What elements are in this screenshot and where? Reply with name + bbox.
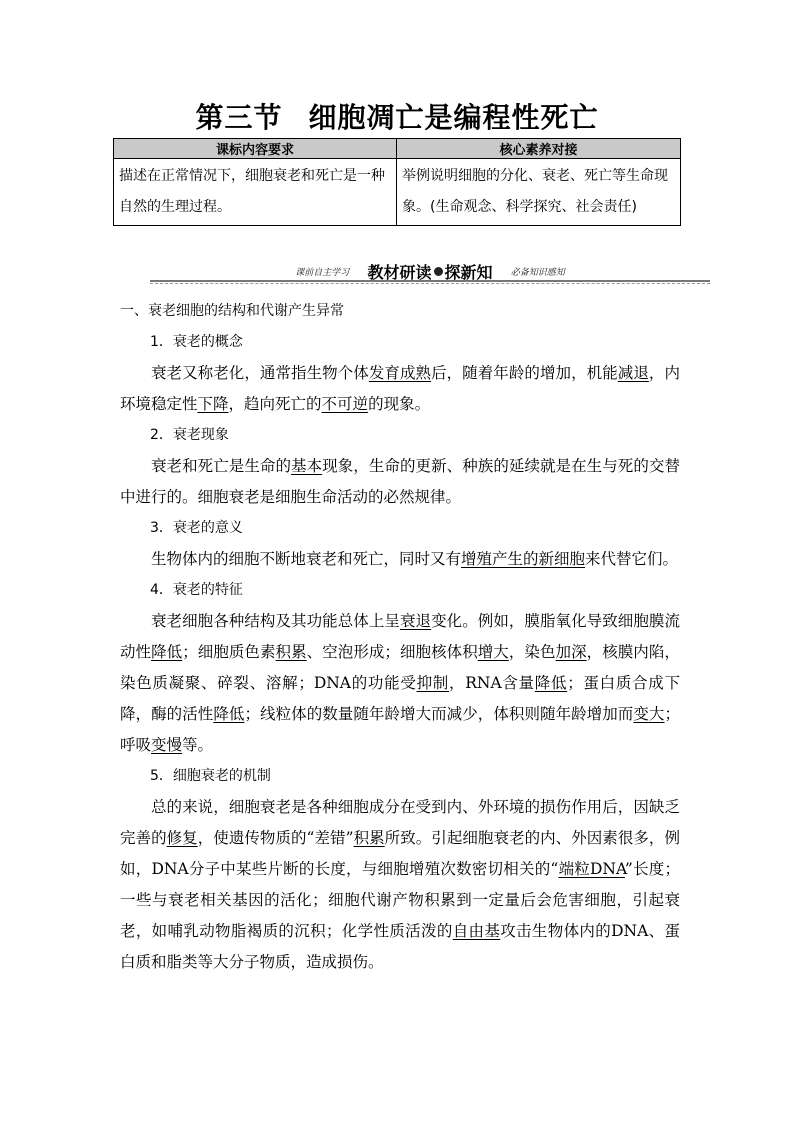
paragraph-aging-mechanism: 总的来说，细胞衰老是各种细胞成分在受到内、外环境的损伤作用后，因缺乏完善的修复，使遗传物质的“差错”积累所致。引起细胞衰老的内、外因素很多，例如，DNA分子中某些片断的长度，与细胞增殖次数密切相关的“端粒DNA”长度；一些与衰老相关基因的活化；细胞代谢产物积累到一定量后会危害细胞，引起衰老，如哺乳动物脂褐质的沉积；化学性质活泼的自由基攻击生物体内的DNA、蛋白质和脂类等大分子物质，造成损伤。: [120, 798, 681, 971]
curriculum-table: [113, 138, 681, 226]
underlined-term: 降低: [213, 705, 245, 723]
underlined-term: 变大: [633, 705, 665, 723]
table-header-row: [114, 139, 681, 159]
paragraph-aging-concept: 衰老又称老化，通常指生物个体发育成熟后，随着年龄的增加，机能减退，内环境稳定性下降，趋向死亡的不可逆的现象。: [120, 364, 680, 413]
underlined-term: 下降: [197, 395, 229, 413]
cell-core-competency: 举例说明细胞的分化、衰老、死亡等生命现象。(生命观念、科学探究、社会责任): [397, 159, 681, 226]
banner-left-caption: 课前自主学习: [295, 268, 350, 278]
section-heading: 一、衰老细胞的结构和代谢产生异常: [120, 303, 344, 319]
underlined-term: 积累: [353, 829, 385, 847]
underlined-term: 积累: [275, 643, 307, 661]
table-row: [114, 159, 681, 226]
paragraph-aging-features: 衰老细胞各种结构及其功能总体上呈衰退变化。例如，膜脂氧化导致细胞膜流动性降低；细胞质色素积累、空泡形成；细胞核体积增大，染色加深，核膜内陷，染色质凝聚、碎裂、溶解；DNA的功能受抑制，RNA含量降低；蛋白质合成下降，酶的活性降低；线粒体的数量随年龄增大而减少，体积则随年龄增加而变大；呼吸变慢等。: [120, 612, 680, 754]
subsection-title-3: 3．衰老的意义: [150, 520, 243, 536]
paragraph-aging-significance: 生物体内的细胞不断地衰老和死亡，同时又有增殖产生的新细胞来代替它们。: [151, 550, 679, 568]
banner-right-caption: 必备知识感知: [510, 268, 565, 278]
main-content: [120, 296, 680, 978]
banner-arrow-icon: [434, 267, 443, 276]
subsection-title-2: 2．衰老现象: [150, 427, 229, 443]
underlined-term: 加深: [555, 643, 587, 661]
header-core-competencies: 核心素养对接: [397, 139, 681, 159]
header-curriculum-requirements: 课标内容要求: [114, 139, 397, 159]
underlined-term: 发育成熟: [368, 364, 432, 382]
underlined-term: 降低: [534, 674, 568, 692]
underlined-term: 修复: [166, 829, 198, 847]
section-banner: [150, 260, 710, 282]
page-title: [0, 96, 794, 136]
subsection-title-1: 1．衰老的概念: [150, 334, 243, 350]
underlined-term: 增殖产生的新细胞: [461, 550, 586, 568]
underlined-term: 减退: [617, 364, 649, 382]
underlined-term: 衰退: [399, 612, 432, 630]
banner-main-title: 教材研读: [367, 263, 432, 282]
underlined-term: 端粒DNA: [558, 860, 625, 878]
subsection-title-4: 4．衰老的特征: [150, 582, 243, 598]
underlined-term: 降低: [151, 643, 183, 661]
underlined-term: 抑制: [416, 674, 449, 692]
underlined-term: 自由基: [452, 922, 501, 940]
paragraph-aging-phenomenon: 衰老和死亡是生命的基本现象，生命的更新、种族的延续就是在生与死的交替中进行的。细胞衰老是细胞生命活动的必然规律。: [120, 457, 680, 506]
underlined-term: 不可逆: [321, 395, 369, 413]
cell-curriculum-requirement: 描述在正常情况下，细胞衰老和死亡是一种自然的生理过程。: [114, 159, 397, 226]
banner-main-subtitle: 探新知: [444, 263, 493, 282]
underlined-term: 增大: [477, 643, 509, 661]
underlined-term: 变慢: [151, 736, 183, 754]
banner-dashed-rule: [150, 283, 710, 284]
subsection-title-5: 5．细胞衰老的机制: [150, 768, 271, 784]
underlined-term: 基本: [291, 457, 323, 475]
title-section-number: 第三节: [195, 101, 283, 134]
title-text: 细胞凋亡是编程性死亡: [308, 101, 599, 134]
